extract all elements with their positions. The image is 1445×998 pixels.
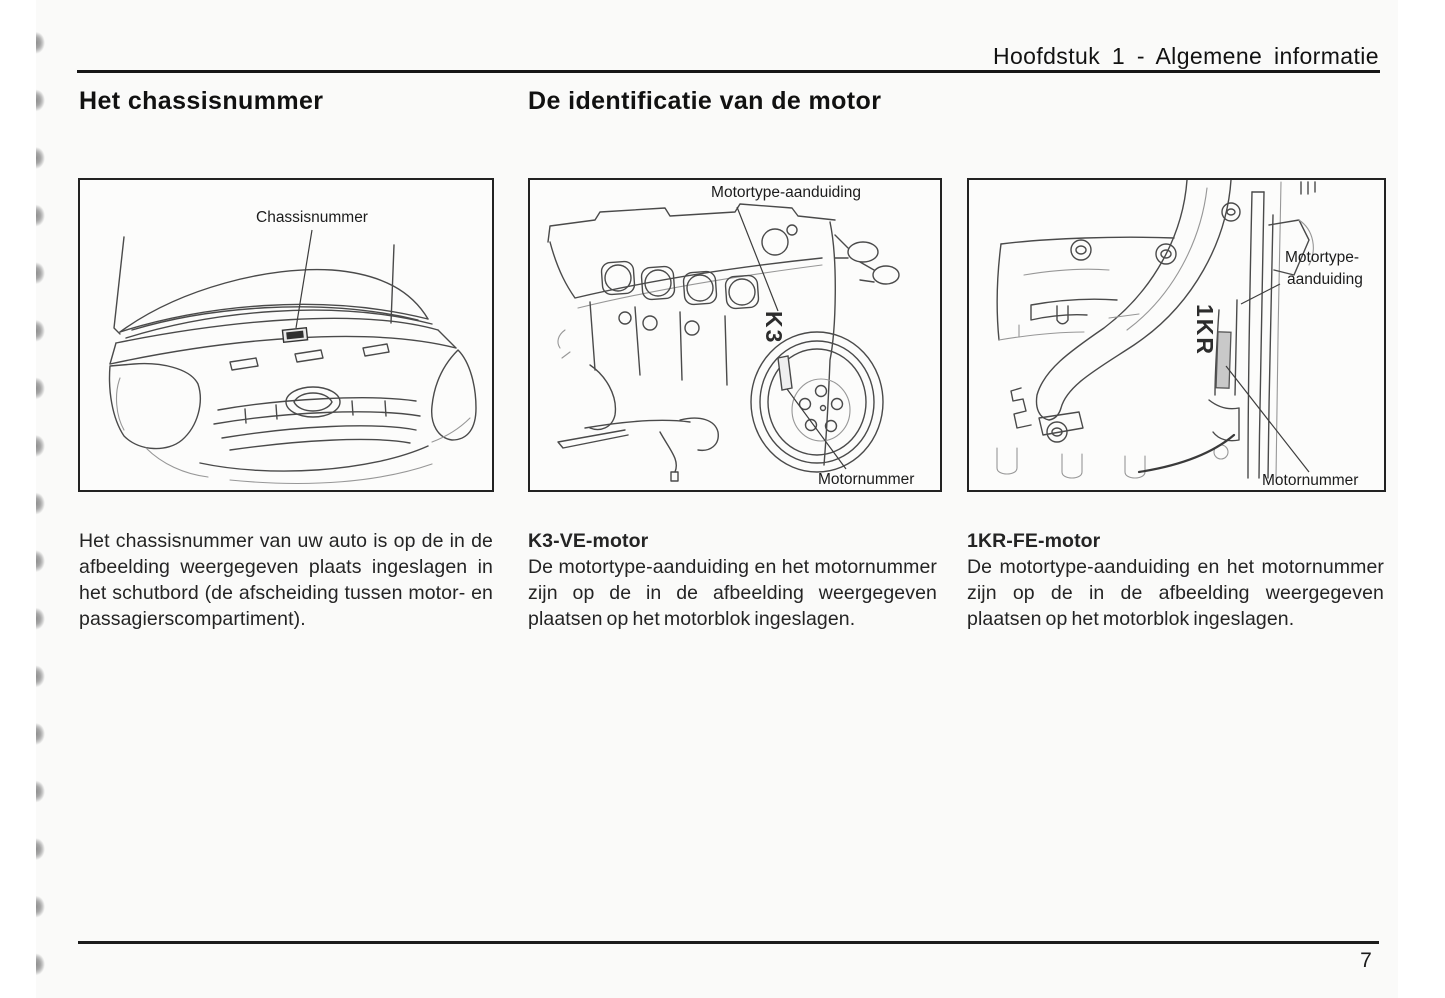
scan-edge-right xyxy=(1398,0,1445,998)
chassisnummer-leader-line xyxy=(296,230,312,328)
k3-subtitle: K3-VE-motor xyxy=(528,530,649,552)
section-title-motor-identificatie: De identificatie van de motor xyxy=(528,87,882,115)
motortype-leader-line xyxy=(737,207,778,311)
chapter-header: Hoofdstuk 1 - Algemene informatie xyxy=(992,43,1379,69)
kr-engine-illustration xyxy=(969,180,1384,490)
scan-edge-left xyxy=(0,0,36,998)
header-rule xyxy=(77,70,1380,73)
footer-rule xyxy=(78,941,1379,944)
chassisnummer-label: Chassisnummer xyxy=(256,209,368,226)
engine-code-stamp: 1KR xyxy=(1192,304,1218,357)
engine-bay-line-art xyxy=(997,180,1315,478)
figure-chassisnummer xyxy=(78,178,494,492)
motornummer-label: Motornummer xyxy=(1262,472,1359,489)
k3-paragraph: De motortype-aanduiding en het motornummer zijn op de in de afbeelding weergegeven plaatsen op het motorblok ingeslagen. xyxy=(528,555,937,630)
section-title-chassisnummer: Het chassisnummer xyxy=(79,87,324,115)
kr-subtitle: 1KR-FE-motor xyxy=(967,530,1101,552)
kr-paragraph: De motortype-aanduiding en het motornummer zijn op de in de afbeelding weergegeven plaatsen op het motorblok ingeslagen. xyxy=(967,555,1384,630)
motornummer-plate xyxy=(778,356,792,390)
page-number: 7 xyxy=(1360,949,1372,972)
engine-line-art xyxy=(548,204,899,481)
kr-text-column xyxy=(967,529,1384,633)
chassis-paragraph: Het chassisnummer van uw auto is op de in de afbeelding weergegeven plaats ingeslagen in het schutbord (de afscheiding tussen motor- en passagierscompartiment). xyxy=(79,530,493,630)
motornummer-label: Motornummer xyxy=(818,471,915,488)
car-line-art xyxy=(110,237,476,483)
motornummer-leader-line xyxy=(787,389,846,469)
engine-code-stamp: K3 xyxy=(761,311,787,345)
chassis-illustration xyxy=(80,180,492,490)
motortype-leader-line xyxy=(1241,284,1280,304)
k3-engine-illustration xyxy=(530,180,940,490)
figure-k3-motor xyxy=(528,178,942,492)
figure-1kr-motor xyxy=(967,178,1386,492)
motortype-label-line1: Motortype- xyxy=(1285,249,1360,266)
chassisnummer-plate xyxy=(282,328,307,342)
chassis-text-column xyxy=(79,529,493,633)
motortype-label-line2: aanduiding xyxy=(1287,271,1363,288)
k3-text-column xyxy=(528,529,937,633)
binding-holes xyxy=(36,0,58,998)
motortype-aanduiding-label: Motortype-aanduiding xyxy=(711,184,861,201)
